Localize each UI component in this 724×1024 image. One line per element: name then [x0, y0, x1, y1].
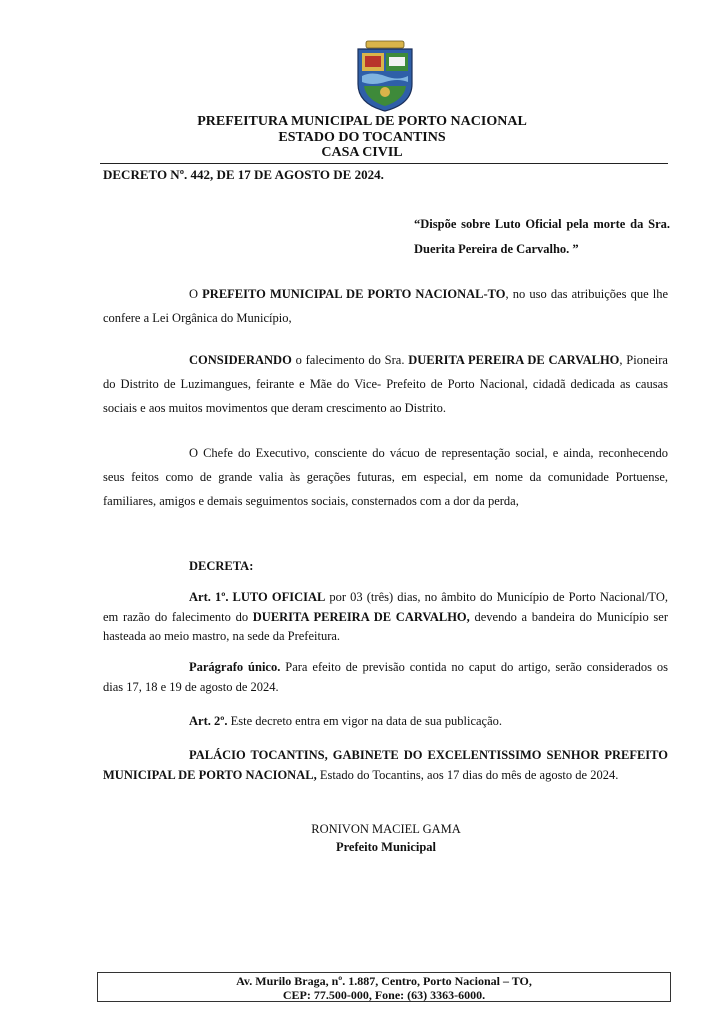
document-header: [0, 114, 724, 161]
header-divider: [100, 163, 668, 164]
paragrafo-unico-text: Para efeito de previsão contida no caput do artigo, serão considerados os dias 17, 18 e 19 de agosto de 2024.: [103, 660, 668, 694]
paragraph-chefe-executivo: O Chefe do Executivo, consciente do vácuo de representação social, e ainda, reconhecendo seus feitos como de grande valia às gerações futuras, em especial, em nome da comunidade Portuense, familiares, amigos e demais seguimentos sociais, consternados com a dor da perda,: [103, 446, 668, 508]
deceased-name: DUERITA PEREIRA DE CARVALHO: [408, 353, 620, 367]
article-2-label: Art. 2º.: [189, 714, 228, 728]
article-1-name: DUERITA PEREIRA DE CARVALHO,: [252, 609, 470, 624]
closing-bold: PALÁCIO TOCANTINS, GABINETE DO EXCELENTISSIMO SENHOR PREFEITO MUNICIPAL DE PORTO NACIONAL,: [103, 748, 668, 782]
signer-name: RONIVON MACIEL GAMA: [311, 822, 461, 836]
article-1-label: Art. 1º. LUTO OFICIAL: [189, 590, 326, 604]
paragraph-closing: [103, 746, 668, 785]
header-line-casa-civil: CASA CIVIL: [321, 145, 403, 160]
signature-block: [0, 820, 724, 856]
considerando-label: CONSIDERANDO: [189, 353, 292, 367]
header-line-prefeitura: PREFEITURA MUNICIPAL DE PORTO NACIONAL: [197, 114, 527, 129]
paragraph-considerando: [103, 348, 668, 420]
paragraph-decreta: DECRETA:: [189, 559, 254, 573]
paragraph-article-1: [103, 588, 668, 647]
footer-address: Av. Murilo Braga, nº. 1.887, Centro, Porto Nacional – TO,: [236, 974, 532, 988]
decree-summary: “Dispõe sobre Luto Oficial pela morte da Sra. Duerita Pereira de Carvalho. ”: [414, 217, 670, 256]
address-footer: [97, 972, 671, 1002]
municipal-coat-of-arms-icon: [352, 40, 418, 112]
preamble-post: , no uso das atribuições que lhe confere a Lei Orgânica do Município,: [103, 287, 669, 325]
considerando-mid: o falecimento do Sra.: [291, 353, 409, 367]
considerando-post: , Pioneira do Distrito de Luzimangues, feirante e Mãe do Vice- Prefeito de Porto Nacional, cidadã dedicada as causas sociais e aos muitos movimentos que deram crescimento ao Distrito.: [103, 353, 668, 415]
header-line-estado: ESTADO DO TOCANTINS: [278, 129, 446, 145]
footer-contact: CEP: 77.500-000, Fone: (63) 3363-6000.: [282, 988, 486, 1002]
signer-role: Prefeito Municipal: [335, 840, 437, 854]
closing-text: Estado do Tocantins, aos 17 dias do mês de agosto de 2024.: [316, 767, 619, 782]
article-1-mid: por 03 (três) dias, no âmbito do Município de Porto Nacional/TO, em razão do falecimento do: [103, 590, 668, 624]
article-1-post: devendo a bandeira do Município ser hasteada ao meio mastro, na sede da Prefeitura.: [103, 609, 668, 643]
paragraph-unico: [103, 658, 668, 697]
paragraph-preamble: [103, 282, 668, 330]
preamble-pre: O: [189, 287, 203, 301]
decree-title: DECRETO Nº. 442, DE 17 DE AGOSTO DE 2024.: [103, 167, 384, 182]
paragraph-article-2: [103, 712, 668, 732]
article-2-text: Este decreto entra em vigor na data de sua publicação.: [227, 714, 503, 728]
paragrafo-unico-label: Parágrafo único.: [189, 660, 281, 674]
preamble-bold: PREFEITO MUNICIPAL DE PORTO NACIONAL-TO: [202, 287, 506, 301]
